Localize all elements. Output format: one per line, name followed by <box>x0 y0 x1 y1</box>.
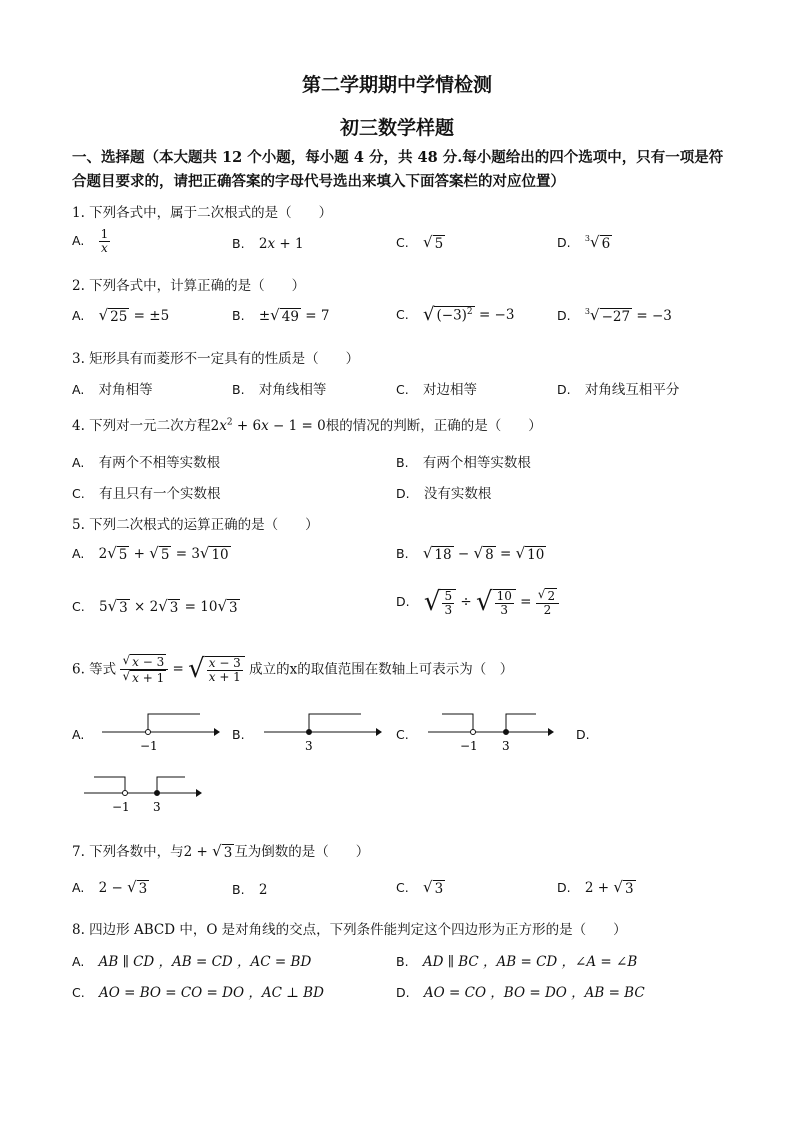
question-5-stem: 5. 下列二次根式的运算正确的是（ ） <box>72 517 319 533</box>
math-expression: $2x^2 + 6x - 1 = 0$ <box>210 417 326 434</box>
option-label: A. <box>72 455 85 470</box>
stem-text: 7. 下列各数中，与 <box>72 844 184 860</box>
range-bracket <box>309 714 361 732</box>
option-label: C. <box>396 382 409 397</box>
tick-label: −1 <box>460 739 478 753</box>
closed-point <box>504 730 509 735</box>
option-text: 没有实数根 <box>423 486 492 502</box>
q2-option-d <box>557 308 672 325</box>
question-6-stem <box>72 654 513 686</box>
option-text: 对角线互相平分 <box>584 382 680 398</box>
q7-option-a <box>72 880 149 897</box>
q7-option-d <box>557 880 636 897</box>
q3-option-a <box>72 378 153 398</box>
stem-text: 互为倒数的是（ ） <box>234 844 370 860</box>
math-expression: √ 18 − √ 8 = √ 10 <box>422 544 545 563</box>
stem-text: 成立的x的取值范围在数轴上可表示为（ ） <box>249 661 514 678</box>
q3-option-b <box>232 378 326 398</box>
q6-option-b-number-line <box>260 705 384 755</box>
section-heading: 一、选择题（本大题共 12 个小题，每小题 4 分，共 48 分.每小题给出的四个选项中，只有一项是符合题目要求的，请把正确答案的字母代号选出来填入下面答案栏的对应位置） <box>72 149 724 190</box>
open-point <box>146 730 151 735</box>
stem-text: 6. 等式 <box>72 661 117 678</box>
option-label: D. <box>557 235 571 251</box>
page-subtitle: 初三数学样题 <box>339 117 454 139</box>
option-label: C. <box>396 880 409 896</box>
open-point <box>123 791 128 796</box>
q8-option-d <box>396 981 645 1001</box>
option-label: B. <box>396 546 409 562</box>
option-text: AB ∥ CD ，AB = CD ，AC = BD <box>98 954 312 970</box>
option-label: B. <box>396 455 409 470</box>
range-bracket-left <box>94 777 125 793</box>
q5-option-a <box>72 546 231 563</box>
q8-option-c <box>72 981 324 1001</box>
stem-text: 根的情况的判断，正确的是（ ） <box>325 418 542 434</box>
q5-option-c <box>72 599 240 616</box>
question-2-stem: 2. 下列各式中，计算正确的是（ ） <box>72 278 306 294</box>
range-bracket <box>148 714 200 732</box>
open-point <box>471 730 476 735</box>
option-label: C. <box>72 985 85 1000</box>
q8-option-b <box>396 950 637 970</box>
option-text: AO = BO = CO = DO ，AC ⊥ BD <box>99 985 324 1001</box>
math-expression: $\frac{1}{x}$ <box>100 227 109 256</box>
q3-option-d <box>557 378 679 398</box>
math-expression: ± √ 49 = 7 <box>258 306 330 325</box>
option-label: B. <box>232 382 245 397</box>
option-label: D. <box>557 308 571 324</box>
closed-point <box>155 791 160 796</box>
q4-option-a <box>72 451 220 471</box>
question-8-stem: 8. 四边形 ABCD 中，O 是对角线的交点，下列条件能判定这个四边形为正方形的是（ ） <box>72 922 627 938</box>
range-bracket-left <box>442 714 473 732</box>
q2-option-b <box>232 308 329 325</box>
q6-option-c-number-line <box>424 705 556 755</box>
math-expression: √ $\frac{5}{3}$ ÷ √ $\frac{10}{3}$ = √ 2 2 <box>424 594 559 610</box>
math-expression: √ $(-3)^2$ = −3 <box>423 304 515 325</box>
q7-option-c <box>396 880 445 897</box>
option-label: C. <box>396 306 409 322</box>
q4-option-d <box>396 482 491 502</box>
option-label: C. <box>72 486 85 501</box>
question-4-stem <box>72 414 542 434</box>
tick-label: −1 <box>112 800 130 814</box>
q5-option-b <box>396 546 546 563</box>
axis-arrow <box>376 728 382 736</box>
q6-option-d-number-line <box>80 770 208 820</box>
option-label: D. <box>396 594 410 610</box>
option-label: B. <box>232 882 245 897</box>
q1-option-a <box>72 228 110 255</box>
option-text: 2 <box>258 882 268 898</box>
q6-option-c-label <box>396 727 419 743</box>
math-expression: √ 25 = ±5 <box>98 306 170 325</box>
tick-label: 3 <box>502 739 510 753</box>
question-1-stem: 1. 下列各式中，属于二次根式的是（ ） <box>72 205 333 221</box>
tick-label: 3 <box>153 800 161 814</box>
range-bracket-right <box>157 777 185 793</box>
axis-arrow <box>214 728 220 736</box>
math-expression: √ 5 <box>423 233 444 252</box>
option-text: 对角相等 <box>98 382 153 398</box>
option-label: D. <box>396 486 410 501</box>
question-7-stem <box>72 840 369 861</box>
option-text: 对角线相等 <box>258 382 327 398</box>
option-text: AO = CO ，BO = DO ，AB = BC <box>423 985 645 1001</box>
option-text: 对边相等 <box>423 382 477 398</box>
math-expression: $^3$√ 6 <box>584 233 611 252</box>
option-label: D. <box>396 985 410 1000</box>
q6-option-d-label <box>576 727 600 743</box>
math-expression: $^3$√ −27 = −3 <box>584 306 672 325</box>
option-label: A. <box>72 233 85 249</box>
stem-text: 4. 下列对一元二次方程 <box>72 418 211 434</box>
q4-option-c <box>72 482 221 502</box>
option-label: C. <box>396 235 409 251</box>
q1-option-b <box>232 236 304 252</box>
q6-option-a-number-line <box>98 705 222 755</box>
tick-label: −1 <box>140 739 158 753</box>
option-label: D. <box>576 727 590 742</box>
q6-option-b-label <box>232 727 255 743</box>
math-expression: 5 √ 3 × 2 √ 3 = 10 √ 3 <box>99 597 238 616</box>
option-label: A. <box>72 954 85 969</box>
option-label: C. <box>72 599 85 615</box>
option-text: 有两个不相等实数根 <box>98 455 221 471</box>
q4-option-b <box>396 451 531 471</box>
option-label: D. <box>557 880 571 896</box>
q3-option-c <box>396 378 477 398</box>
option-label: A. <box>72 546 85 562</box>
option-text: 有且只有一个实数根 <box>99 486 221 502</box>
axis-arrow <box>196 789 202 797</box>
option-label: B. <box>232 727 245 742</box>
question-3-stem: 3. 矩形具有而菱形不一定具有的性质是（ ） <box>72 351 360 367</box>
option-label: A. <box>72 727 85 742</box>
math-expression: 2 − √ 3 <box>98 878 148 897</box>
math-expression: 2x + 1 <box>258 236 304 252</box>
q7-option-b <box>232 882 267 898</box>
option-label: A. <box>72 382 85 397</box>
axis-arrow <box>548 728 554 736</box>
q1-option-d <box>557 235 612 252</box>
q8-option-a <box>72 950 311 970</box>
option-label: A. <box>72 308 85 324</box>
page-title: 第二学期期中学情检测 <box>301 74 492 96</box>
q1-option-c <box>396 235 445 252</box>
math-expression: 2 + √ 3 <box>584 878 634 897</box>
option-text: AD ∥ BC ，AB = CD ，∠A = ∠B <box>422 954 638 970</box>
option-label: B. <box>232 308 245 324</box>
math-expression: 2 √ 5 + √ 5 = 3 √ 10 <box>98 544 229 563</box>
option-label: B. <box>396 954 409 969</box>
option-label: B. <box>232 236 245 251</box>
q2-option-c <box>396 306 514 324</box>
q5-option-d <box>396 588 559 618</box>
closed-point <box>307 730 312 735</box>
option-label: D. <box>557 382 571 397</box>
math-expression: √ 3 <box>423 878 444 897</box>
math-expression: √ x − 3 √ x + 1 = √ $\frac{x - 3}{x + 1}$ <box>120 661 249 677</box>
range-bracket-right <box>506 714 536 732</box>
tick-label: 3 <box>305 739 313 753</box>
q2-option-a <box>72 308 169 325</box>
option-label: A. <box>72 880 85 896</box>
option-text: 有两个相等实数根 <box>422 455 531 471</box>
q6-option-a-label <box>72 727 94 743</box>
option-label: C. <box>396 727 409 742</box>
math-expression: 2 + √ 3 <box>183 841 233 861</box>
